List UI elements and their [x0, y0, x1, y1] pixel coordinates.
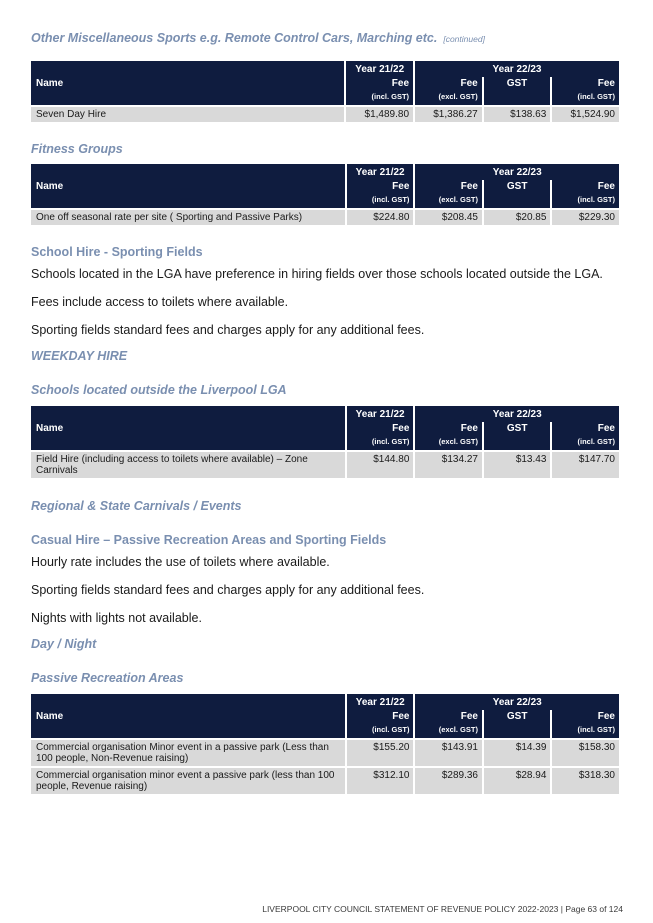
- fee-name-cell: One off seasonal rate per site ( Sporting and Passive Parks): [31, 210, 345, 225]
- section-heading-school-hire: School Hire - Sporting Fields: [31, 245, 203, 259]
- section-heading-passive-areas: Passive Recreation Areas: [31, 671, 184, 685]
- fee-incl-cell: $229.30: [552, 210, 619, 225]
- fee-excl-cell: $143.91: [415, 740, 482, 766]
- year-prev-header: Year 21/22: [347, 406, 414, 422]
- excl-gst-subheader: (excl. GST): [415, 193, 482, 208]
- incl-gst-subheader: (incl. GST): [552, 723, 619, 738]
- year-curr-header: Year 22/23: [415, 164, 619, 180]
- table-row: [31, 107, 619, 122]
- page-footer: LIVERPOOL CITY COUNCIL STATEMENT OF REVENUE POLICY 2022-2023 | Page 63 of 124: [262, 904, 623, 914]
- section-heading-fitness: Fitness Groups: [31, 142, 123, 156]
- gst-subheader-blank: [484, 723, 550, 738]
- name-column-header: Name: [31, 694, 345, 738]
- fee-name-cell: Commercial organisation Minor event in a passive park (Less than 100 people, Non-Revenue raising): [31, 740, 345, 766]
- table-row: [31, 452, 619, 478]
- fee-prev-cell: $155.20: [347, 740, 414, 766]
- year-curr-header: Year 22/23: [415, 406, 619, 422]
- year-prev-header: Year 21/22: [346, 61, 413, 77]
- gst-cell: $20.85: [484, 210, 550, 225]
- school-paragraph-2: Fees include access to toilets where available.: [31, 295, 289, 309]
- fee-excl-cell: $134.27: [415, 452, 482, 478]
- excl-gst-subheader: (excl. GST): [415, 723, 482, 738]
- name-column-header: Name: [31, 61, 344, 105]
- fee-prev-header: Fee: [347, 710, 414, 723]
- gst-cell: $138.63: [484, 107, 551, 122]
- year-curr-header: Year 22/23: [415, 61, 619, 77]
- fee-prev-cell: $312.10: [347, 768, 414, 794]
- casual-paragraph-1: Hourly rate includes the use of toilets where available.: [31, 555, 330, 569]
- gst-subheader-blank: [484, 435, 550, 450]
- table-row: [31, 210, 619, 225]
- school-paragraph-3: Sporting fields standard fees and charges apply for any additional fees.: [31, 323, 425, 337]
- fee-incl-cell: $147.70: [552, 452, 619, 478]
- fee-table-fitness: [29, 164, 621, 225]
- fee-table-misc: [29, 61, 621, 122]
- weekday-hire-heading: WEEKDAY HIRE: [31, 349, 128, 363]
- fee-table-outside-lga: [29, 406, 621, 478]
- fee-excl-cell: $208.45: [415, 210, 482, 225]
- fee-excl-header: Fee: [415, 422, 482, 435]
- incl-gst-prev-subheader: (incl. GST): [347, 723, 414, 738]
- fee-prev-cell: $1,489.80: [346, 107, 413, 122]
- incl-gst-prev-subheader: (incl. GST): [346, 90, 413, 105]
- school-paragraph-1: Schools located in the LGA have preference in hiring fields over those schools located outside the LGA.: [31, 267, 603, 281]
- gst-cell: $14.39: [484, 740, 550, 766]
- gst-subheader-blank: [484, 193, 550, 208]
- year-curr-header: Year 22/23: [415, 694, 619, 710]
- section-heading-regional: Regional & State Carnivals / Events: [31, 499, 242, 513]
- continued-note: [continued]: [443, 34, 485, 44]
- fee-name-cell: Commercial organisation minor event a passive park (less than 100 people, Revenue raising): [31, 768, 345, 794]
- fee-excl-cell: $1,386.27: [415, 107, 482, 122]
- day-night-heading: Day / Night: [31, 637, 97, 651]
- fee-prev-header: Fee: [347, 180, 414, 193]
- gst-header: GST: [484, 710, 550, 723]
- fee-name-cell: Seven Day Hire: [31, 107, 344, 122]
- fee-prev-header: Fee: [346, 77, 413, 90]
- fee-incl-cell: $1,524.90: [552, 107, 619, 122]
- year-prev-header: Year 21/22: [347, 694, 414, 710]
- fee-excl-cell: $289.36: [415, 768, 482, 794]
- name-column-header: Name: [31, 164, 345, 208]
- gst-header: GST: [484, 77, 551, 90]
- fee-incl-header: Fee: [552, 710, 619, 723]
- fee-incl-header: Fee: [552, 422, 619, 435]
- casual-paragraph-2: Sporting fields standard fees and charges apply for any additional fees.: [31, 583, 425, 597]
- incl-gst-subheader: (incl. GST): [552, 193, 619, 208]
- year-prev-header: Year 21/22: [347, 164, 414, 180]
- section-heading-casual-hire: Casual Hire – Passive Recreation Areas and Sporting Fields: [31, 533, 387, 547]
- fee-incl-header: Fee: [552, 180, 619, 193]
- fee-prev-cell: $224.80: [347, 210, 414, 225]
- fee-table-passive-areas: [29, 694, 621, 794]
- section-title: Other Miscellaneous Sports e.g. Remote Control Cars, Marching etc.: [31, 31, 438, 45]
- table-row: [31, 740, 619, 766]
- gst-header: GST: [484, 422, 550, 435]
- incl-gst-prev-subheader: (incl. GST): [347, 193, 414, 208]
- fee-incl-cell: $318.30: [552, 768, 619, 794]
- fee-excl-header: Fee: [415, 77, 482, 90]
- fee-incl-header: Fee: [552, 77, 619, 90]
- incl-gst-subheader: (incl. GST): [552, 90, 619, 105]
- excl-gst-subheader: (excl. GST): [415, 435, 482, 450]
- casual-paragraph-3: Nights with lights not available.: [31, 611, 202, 625]
- fee-incl-cell: $158.30: [552, 740, 619, 766]
- section-heading-outside-lga: Schools located outside the Liverpool LGA: [31, 383, 287, 397]
- fee-excl-header: Fee: [415, 710, 482, 723]
- table-row: [31, 768, 619, 794]
- name-column-header: Name: [31, 406, 345, 450]
- fee-name-cell: Field Hire (including access to toilets where available) – Zone Carnivals: [31, 452, 345, 478]
- fee-excl-header: Fee: [415, 180, 482, 193]
- incl-gst-prev-subheader: (incl. GST): [347, 435, 414, 450]
- gst-subheader-blank: [484, 90, 551, 105]
- excl-gst-subheader: (excl. GST): [415, 90, 482, 105]
- incl-gst-subheader: (incl. GST): [552, 435, 619, 450]
- gst-cell: $13.43: [484, 452, 550, 478]
- gst-header: GST: [484, 180, 550, 193]
- section-heading-misc: [31, 31, 485, 45]
- gst-cell: $28.94: [484, 768, 550, 794]
- fee-prev-header: Fee: [347, 422, 414, 435]
- fee-prev-cell: $144.80: [347, 452, 414, 478]
